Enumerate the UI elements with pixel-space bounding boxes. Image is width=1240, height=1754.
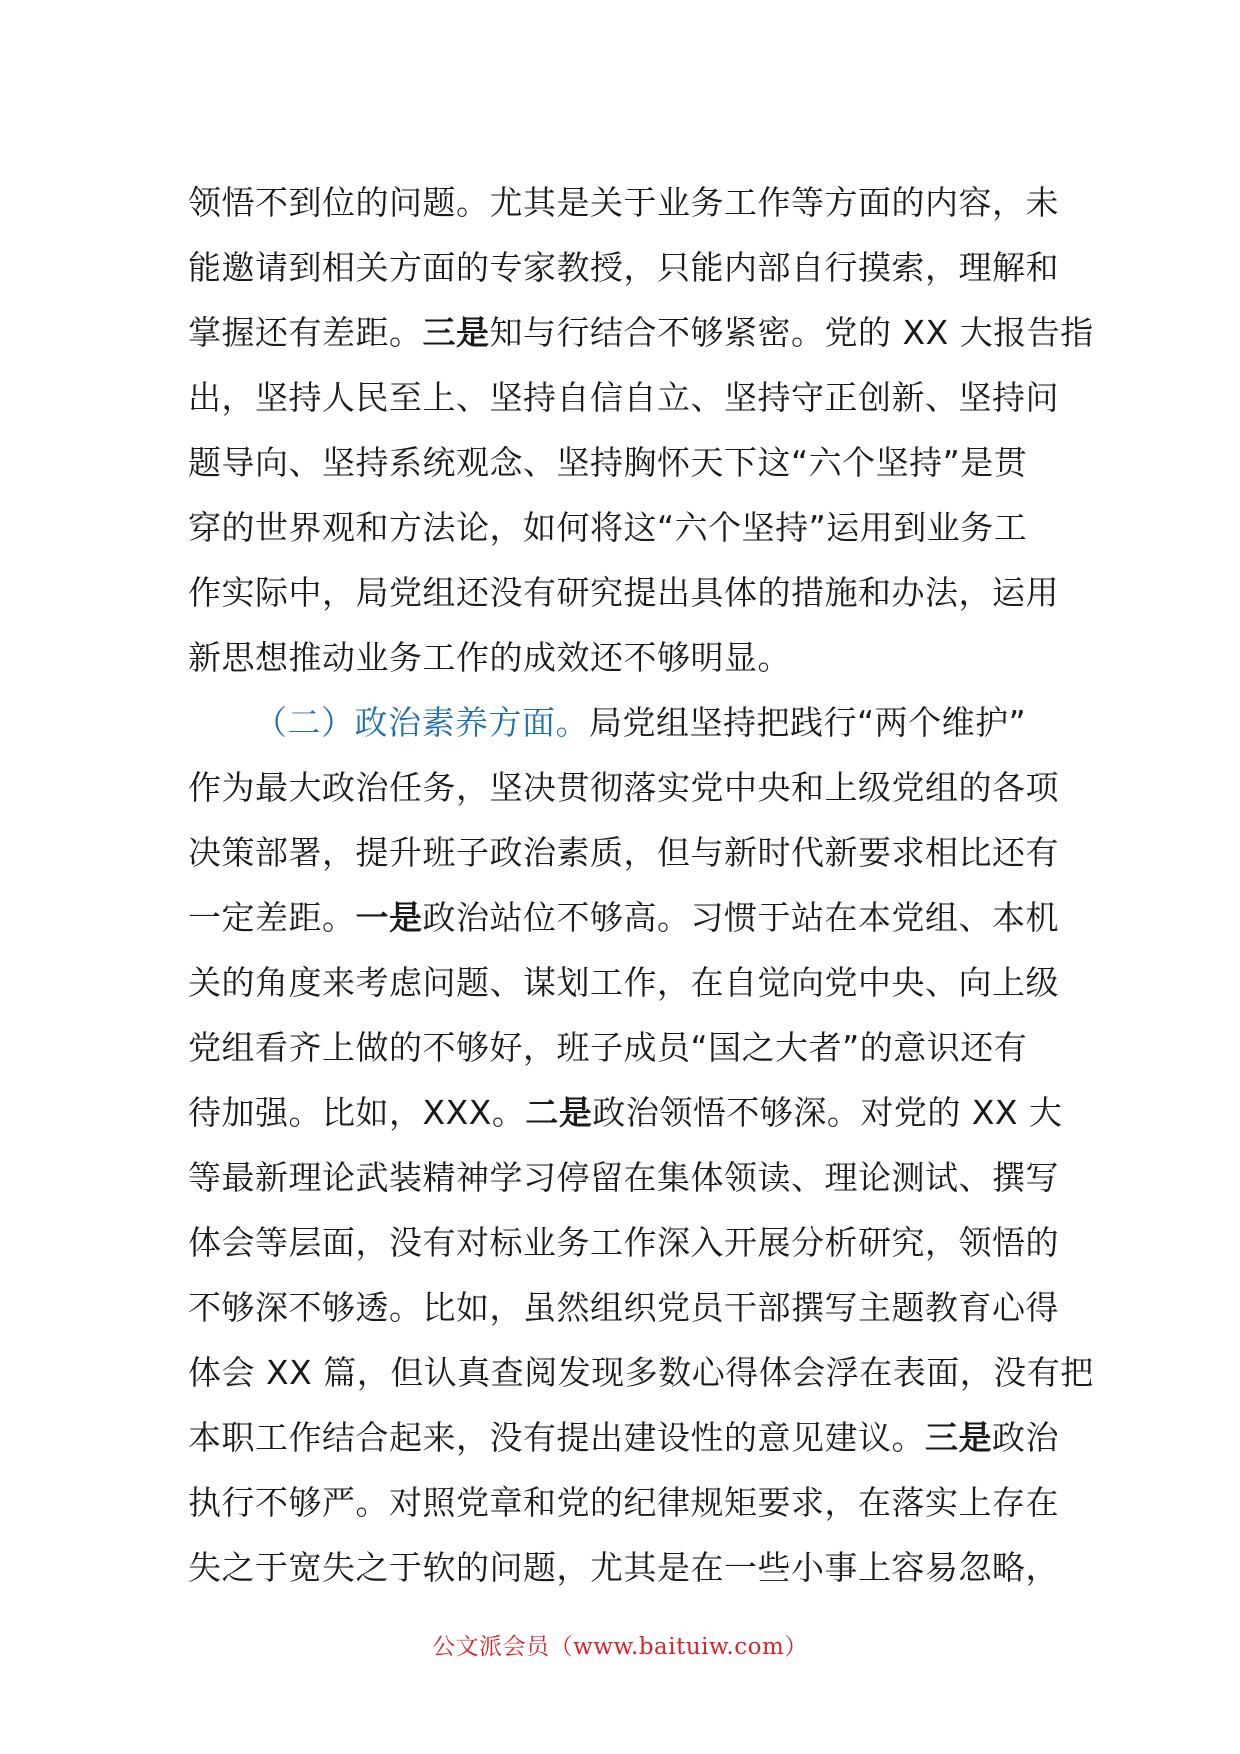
- text-segment: 领悟不到位的问题。尤其是关于业务工作等方面的内容，未: [188, 183, 1059, 222]
- text-line: [188, 430, 1058, 495]
- text-segment: 决策部署，提升班子政治素质，但与新时代新要求相比还有: [188, 833, 1059, 872]
- body-text: [188, 170, 1094, 1600]
- text-line: [188, 1405, 1058, 1470]
- text-line: [188, 365, 1058, 430]
- text-line: [188, 1210, 1058, 1275]
- text-line: [188, 885, 1058, 950]
- text-segment: 政治站位不够高。习惯于站在本党组、本机: [422, 898, 1059, 937]
- text-line: [188, 950, 1058, 1015]
- text-segment: 能邀请到相关方面的专家教授，只能内部自行摸索，理解和: [188, 248, 1059, 287]
- text-segment: 关的角度来考虑问题、谋划工作，在自觉向党中央、向上级: [188, 963, 1059, 1002]
- text-segment: 局党组坚持把践行“两个维护”: [589, 703, 1027, 742]
- text-line: [188, 1535, 1058, 1600]
- text-segment: 执行不够严。对照党章和党的纪律规矩要求，在落实上存在: [188, 1483, 1059, 1522]
- text-segment: 作实际中，局党组还没有研究提出具体的措施和办法，运用: [188, 573, 1059, 612]
- text-segment: 政治: [992, 1418, 1059, 1457]
- text-segment: 体会等层面，没有对标业务工作深入开展分析研究，领悟的: [188, 1223, 1059, 1262]
- text-segment: 一定差距。: [188, 898, 356, 937]
- text-segment: 政治领悟不够深。对党的 XX 大: [592, 1093, 1063, 1132]
- text-line: [188, 1145, 1058, 1210]
- text-line: [188, 690, 1058, 755]
- emphasis-label: 三是: [422, 313, 490, 352]
- text-segment: 穿的世界观和方法论，如何将这“六个坚持”运用到业务工: [188, 508, 1028, 547]
- emphasis-label: 一是: [355, 898, 423, 937]
- text-line: [188, 170, 1058, 235]
- text-segment: 知与行结合不够紧密。党的 XX 大报告指: [489, 313, 1094, 352]
- text-line: [188, 1275, 1058, 1340]
- text-segment: 失之于宽失之于软的问题，尤其是在一些小事上容易忽略，: [188, 1548, 1059, 1587]
- section-heading: （二）政治素养方面。: [254, 703, 589, 742]
- text-line: [188, 1340, 1094, 1405]
- emphasis-label: 三是: [925, 1418, 992, 1457]
- text-line: [188, 820, 1058, 885]
- footer-watermark: 公文派会员（www.baituiw.com）: [432, 1634, 808, 1660]
- text-line: [188, 625, 1058, 690]
- text-segment: 掌握还有差距。: [188, 313, 423, 352]
- text-segment: 待加强。比如，XXX。: [188, 1093, 526, 1132]
- text-line: [188, 1080, 1063, 1145]
- text-segment: 不够深不够透。比如，虽然组织党员干部撰写主题教育心得: [188, 1288, 1059, 1327]
- text-segment: 新思想推动业务工作的成效还不够明显。: [188, 638, 791, 677]
- text-segment: 作为最大政治任务，坚决贯彻落实党中央和上级党组的各项: [188, 768, 1059, 807]
- text-segment: 本职工作结合起来，没有提出建设性的意见建议。: [188, 1418, 925, 1457]
- text-line: [188, 235, 1058, 300]
- text-line: [188, 495, 1058, 560]
- text-segment: 体会 XX 篇，但认真查阅发现多数心得体会浮在表面，没有把: [188, 1353, 1094, 1392]
- text-line: [188, 1015, 1058, 1080]
- text-line: [188, 755, 1058, 820]
- text-line: [188, 300, 1094, 365]
- text-segment: 等最新理论武装精神学习停留在集体领读、理论测试、撰写: [188, 1158, 1059, 1197]
- text-line: [188, 560, 1058, 625]
- text-segment: 出，坚持人民至上、坚持自信自立、坚持守正创新、坚持问: [188, 378, 1059, 417]
- text-segment: 党组看齐上做的不够好，班子成员“国之大者”的意识还有: [188, 1028, 1028, 1067]
- text-segment: 题导向、坚持系统观念、坚持胸怀天下这“六个坚持”是贯: [188, 443, 1028, 482]
- text-line: [188, 1470, 1058, 1535]
- emphasis-label: 二是: [525, 1093, 593, 1132]
